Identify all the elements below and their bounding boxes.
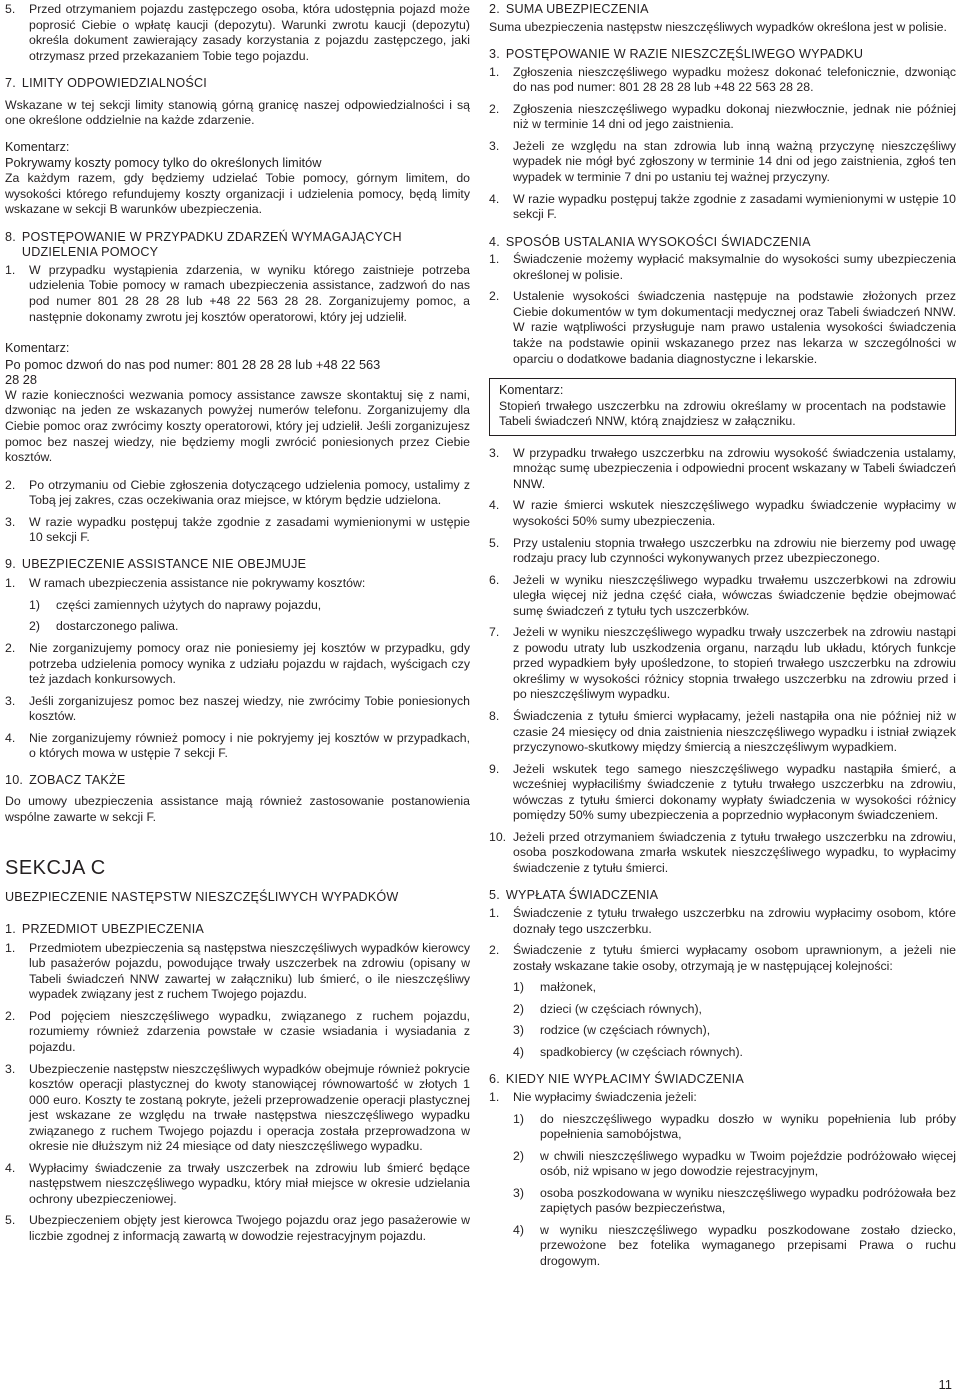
list-item	[5, 2, 470, 64]
sub-item	[513, 1223, 956, 1270]
sub-item	[513, 1149, 956, 1180]
item-number: 5.	[5, 1213, 16, 1228]
item-text: Jeżeli przed otrzymaniem świadczenia z tytułu trwałego uszczerbku na zdrowiu, osoba poszkodowana zmarła wskutek nieszczęśliwego wypadku, to wypłacimy świadczenie z tytułu śmierci.	[513, 829, 956, 875]
list-item	[489, 446, 956, 493]
item-number: 3.	[489, 138, 500, 153]
item-text: Przed otrzymaniem pojazdu zastępczego osoba, która udostępnia pojazd może poprosić Ciebie o wpłatę kaucji (depozytu). Warunki zwrotu kaucji (depozytu) określa dokument zawierający zasady korzystania z pojazdu zastępczego, jaki otrzymasz przed przekazaniem Tobie tego pojazdu.	[29, 2, 470, 63]
sub-item-number: 1)	[513, 1111, 524, 1126]
item-number: 8.	[489, 708, 500, 723]
item-number: 7.	[489, 625, 500, 640]
list-item	[489, 762, 956, 824]
sub-item	[29, 598, 470, 614]
sub-item-number: 4)	[513, 1044, 524, 1059]
item-number: 2.	[5, 641, 16, 656]
comment-label: Komentarz:	[499, 383, 564, 398]
item-number: 1.	[5, 576, 16, 591]
item-text: W przypadku trwałego uszczerbku na zdrowiu wysokość świadczenia ustalamy, mnożąc sumę ubezpieczenia i odpowiedni procent wskazany w Tabeli świadczeń NNW.	[513, 445, 956, 491]
item-number: 2.	[5, 477, 16, 492]
list-item	[5, 576, 470, 592]
section-number: 3.	[489, 47, 500, 62]
comment-label: Komentarz:	[5, 139, 70, 154]
list-item	[5, 694, 470, 725]
list-item	[489, 625, 956, 703]
right-column	[489, 0, 956, 1269]
section-heading	[489, 47, 956, 63]
paragraph: Suma ubezpieczenia następstw nieszczęśliwych wypadków określona jest w polisie.	[489, 19, 947, 34]
item-number: 5.	[5, 2, 16, 16]
sub-item-text: w wyniku nieszczęśliwego wypadku poszkodowane zostało dziecko, przewożone bez fotelika wymaganego przepisami Prawa o ruchu drogowym.	[540, 1222, 956, 1268]
item-number: 4.	[489, 498, 500, 513]
list-item	[489, 102, 956, 133]
comment-box	[5, 341, 470, 466]
sub-item-text: dzieci (w częściach równych),	[540, 1001, 702, 1016]
item-number: 4.	[5, 730, 16, 745]
section-title: LIMITY ODPOWIEDZIALNOŚCI	[21, 76, 208, 91]
sub-item-text: osoba poszkodowana w wyniku nieszczęśliwego wypadku podróżowała bez zapiętych pasów bezpieczeństwa,	[540, 1185, 956, 1216]
section-heading	[489, 888, 956, 904]
item-text: Jeżeli w wyniku nieszczęśliwego wypadku trwałemu uszczerbkowi na zdrowiu uległa więcej niż jedna część ciała, wówczas świadczenie będzie obejmować sumę świadczeń z tytułu tych uszczerbków.	[513, 572, 956, 618]
item-text: Ubezpieczenie następstw nieszczęśliwych wypadków obejmuje również pokrycie kosztów operacji plastycznej do kwoty stanowiącej równowartość w złotych 1 000 euro. Koszty te zostaną pokryte, jeżeli przeprowadzenie operacji plastycznej jest wskazane ze względu na trwałe następstwa nieszczęśliwego wypadku związanego z ruchem Twojego pojazdu i operacja została przeprowadzona w okresie nie dłuższym niż 24 miesiące od daty nieszczęśliwego wypadku.	[29, 1061, 470, 1154]
page-number: 11	[938, 1377, 952, 1392]
comment-heading: Po pomoc dzwoń do nas pod numer: 801 28 28 28 lub +48 22 563 28 28	[5, 356, 381, 388]
sub-item-number: 2)	[513, 1148, 524, 1163]
item-text: Jeżeli wskutek tego samego nieszczęśliwego wypadku nastąpiła śmierć, a wcześniej wypłaciliśmy świadczenie z tytułu trwałego uszczerbku na zdrowiu, wówczas z tytułu śmierci dokonamy wypłaty świadczenia w wysokości różnicy pomiędzy 50% sumy ubezpieczenia a poprzednio wypłaconym świadczeniem.	[513, 761, 956, 823]
item-number: 1.	[489, 252, 500, 267]
item-text: Świadczenie z tytułu trwałego uszczerbku na zdrowiu wypłacimy osobom, które doznały tego uszczerbku.	[513, 906, 956, 936]
section-number: 5.	[489, 888, 500, 903]
sub-item	[513, 980, 956, 996]
list-item	[489, 252, 956, 283]
sub-item-number: 4)	[513, 1222, 524, 1237]
list-item	[5, 515, 470, 546]
item-text: Ubezpieczeniem objęty jest kierowca Twojego pojazdu oraz jego pasażerowie w liczbie zgodnej z informacją zawartą w dowodzie rejestracyjnym pojazdu.	[29, 1213, 470, 1244]
list-item	[489, 498, 956, 529]
item-text: Nie wypłacimy świadczenia jeżeli:	[513, 1090, 697, 1104]
comment-box	[5, 140, 470, 218]
item-number: 3.	[5, 1061, 16, 1076]
list-item	[5, 1062, 470, 1155]
item-text: Zgłoszenia nieszczęśliwego wypadku dokonaj niezwłocznie, jednak nie później niż w terminie 14 dni od jego zaistnienia.	[513, 101, 956, 132]
comment-text: Stopień trwałego uszczerbku na zdrowiu określamy w procentach na podstawie Tabeli świadczeń NNW, którą znajdziesz w załączniku.	[499, 398, 946, 429]
sub-item-text: małżonek,	[540, 980, 597, 995]
section-c-title: SEKCJA C	[5, 856, 106, 879]
item-number: 4.	[5, 1160, 16, 1175]
section-number: 1.	[5, 922, 16, 937]
list-item	[5, 478, 470, 509]
section-title: PRZEDMIOT UBEZPIECZENIA	[21, 922, 205, 937]
section-title: WYPŁATA ŚWIADCZENIA	[505, 888, 659, 903]
item-text: W razie wypadku postępuj także zgodnie z zasadami wymienionymi w ustępie 10 sekcji F.	[513, 191, 956, 222]
section-heading	[489, 235, 956, 251]
sub-item	[513, 1045, 956, 1061]
item-text: Przy ustaleniu stopnia trwałego uszczerbku na zdrowiu nie bierzemy pod uwagę rodzaju pracy lub czynności wykonywanych przez ubezpieczonego.	[513, 535, 956, 566]
item-number: 2.	[489, 289, 500, 304]
item-text: Świadczenie z tytułu śmierci wypłacamy osobom uprawnionym, a jeżeli nie zostały wskazane takie osoby, otrzymają je w następującej kolejności:	[513, 943, 956, 973]
item-number: 2.	[5, 1008, 16, 1023]
section-heading	[489, 1072, 956, 1088]
sub-item-text: spadkobiercy (w częściach równych).	[540, 1044, 743, 1059]
section-number: 9.	[5, 556, 16, 571]
item-text: W razie śmierci wskutek nieszczęśliwego wypadku świadczenie wypłacimy w wysokości 50% sumy ubezpieczenia.	[513, 498, 956, 528]
list-item	[489, 830, 956, 877]
section-number: 7.	[5, 76, 16, 91]
item-text: Przedmiotem ubezpieczenia są następstwa nieszczęśliwych wypadków kierowcy lub pasażerów pojazdu, powodujące trwały uszczerbek na zdrowiu (opisany w Tabeli świadczeń NNW zawartej w załączniku) lub śmierć, o ile nieszczęśliwy wypadek związany jest z ruchem Twojego pojazdu.	[29, 940, 470, 1002]
item-text: W razie wypadku postępuj także zgodnie z zasadami wymienionymi w ustępie 10 sekcji F.	[29, 514, 470, 545]
sub-item-number: 1)	[513, 980, 524, 995]
sub-item-number: 2)	[513, 1001, 524, 1016]
item-text: Jeżeli w wyniku nieszczęśliwego wypadku trwały uszczerbek na zdrowiu nastąpi z powodu utraty lub uszkodzenia organu, narządu lub układu, których funkcje przed wypadkiem były upośledzone, to stopień trwałego uszczerbku na zdrowiu określimy w wysokości różnicy stopnia trwałego uszczerbku na zdrowiu przed i po nieszczęśliwym wypadku.	[513, 625, 956, 702]
section-number: 8.	[5, 229, 16, 244]
list-item	[5, 1009, 470, 1056]
list-item	[489, 192, 956, 223]
item-number: 1.	[489, 64, 500, 79]
comment-text: W razie konieczności wezwania pomocy assistance zawsze skontaktuj się z nami, dzwoniąc na jeden ze wskazanych powyżej numerów telefonu. Zorganizujemy dla Ciebie pomoc oraz zwrócimy koszty operatorowi, który jej udzielił. Jeśli zorganizujesz pomoc bez naszej wiedzy, nie będziemy mogli zwrócić poniesionych przez Ciebie kosztów.	[5, 387, 470, 465]
paragraph: Do umowy ubezpieczenia assistance mają również zastosowanie postanowienia wspólne zawarte w sekcji F.	[5, 794, 470, 824]
list-item	[5, 1213, 470, 1244]
sub-item	[513, 1002, 956, 1018]
item-text: W ramach ubezpieczenia assistance nie pokrywamy kosztów:	[29, 576, 366, 591]
sub-item-text: dostarczonego paliwa.	[56, 619, 179, 634]
list-item	[489, 709, 956, 756]
item-text: Pod pojęciem nieszczęśliwego wypadku, związanego z ruchem pojazdu, rozumiemy również zdarzenia powstałe w czasie wsiadania i wysiadania z pojazdu.	[29, 1008, 470, 1054]
sub-item-text: części zamiennych użytych do naprawy pojazdu,	[56, 597, 322, 612]
item-number: 10.	[489, 829, 507, 844]
list-item	[489, 573, 956, 620]
list-item	[489, 1090, 956, 1106]
section-number: 10.	[5, 772, 24, 787]
left-column	[5, 0, 470, 1245]
section-heading	[5, 922, 470, 938]
comment-text: Za każdym razem, gdy będziemy udzielać Tobie pomocy, górnym limitem, do wysokości którego refundujemy koszty organizacji i udzielenia pomocy, będą limity wskazane w sekcji B warunków ubezpieczenia.	[5, 171, 470, 217]
comment-box	[489, 378, 956, 436]
comment-label: Komentarz:	[5, 341, 70, 356]
list-item	[5, 731, 470, 762]
item-number: 1.	[5, 940, 16, 955]
sub-item	[513, 1112, 956, 1143]
section-title: UBEZPIECZENIE ASSISTANCE NIE OBEJMUJE	[21, 556, 307, 571]
item-number: 4.	[489, 191, 500, 206]
item-number: 1.	[5, 262, 16, 277]
item-number: 3.	[5, 693, 16, 708]
item-number: 2.	[489, 101, 500, 116]
section-heading	[5, 230, 470, 261]
section-heading	[489, 2, 956, 18]
section-title: KIEDY NIE WYPŁACIMY ŚWIADCZENIA	[505, 1072, 744, 1087]
item-text: Po otrzymaniu od Ciebie zgłoszenia dotyczącego udzielenia pomocy, ustalimy z Tobą jej zakres, czas oczekiwania oraz miejsce, w którym będzie udzielona.	[29, 477, 470, 508]
sub-item-number: 1)	[29, 597, 40, 612]
section-title: POSTĘPOWANIE W PRZYPADKU ZDARZEŃ WYMAGAJĄCYCH UDZIELENIA POMOCY	[21, 229, 402, 260]
list-item	[489, 65, 956, 96]
section-heading	[5, 773, 470, 789]
item-text: Nie zorganizujemy pomocy oraz nie poniesiemy jej kosztów w przypadku, gdy potrzeba udzielenia pomocy wynika z udziału pojazdu w rajdach, wyścigach czy też jazdach konkursowych.	[29, 641, 470, 687]
list-item	[5, 263, 470, 325]
section-c-subtitle: UBEZPIECZENIE NASTĘPSTW NIESZCZĘŚLIWYCH WYPADKÓW	[5, 889, 399, 904]
sub-item-text: w chwili nieszczęśliwego wypadku w Twoim pojeździe podróżowało więcej osób, niż wpisano w jego dowodzie rejestracyjnym,	[540, 1148, 956, 1179]
item-number: 3.	[5, 514, 16, 529]
item-text: Wypłacimy świadczenie za trwały uszczerbek na zdrowiu lub śmierć będące następstwem nieszczęśliwego wypadku, który miał miejsce w okresie udzielania ochrony ubezpieczeniowej.	[29, 1160, 470, 1206]
item-number: 1.	[489, 1090, 500, 1104]
section-number: 2.	[489, 2, 500, 16]
list-item	[489, 536, 956, 567]
item-text: Zgłoszenia nieszczęśliwego wypadku możesz dokonać telefonicznie, dzwoniąc do nas pod numer: 801 28 28 28 lub +48 22 563 28 28.	[513, 64, 956, 95]
section-title: POSTĘPOWANIE W RAZIE NIESZCZĘŚLIWEGO WYPADKU	[505, 47, 864, 62]
item-number: 9.	[489, 761, 500, 776]
item-text: Świadczenie możemy wypłacić maksymalnie do wysokości sumy ubezpieczenia określonej w polisie.	[513, 252, 956, 282]
item-text: Jeżeli ze względu na stan zdrowia lub inną ważną przyczynę nieszczęśliwy wypadek nie mógł być zgłoszony w terminie 14 dni od jego zaistnienia, zgłoś ten wypadek w terminie 7 dni po ustaniu tej ważnej przyczyny.	[513, 138, 956, 185]
item-number: 5.	[489, 535, 500, 550]
sub-item-text: do nieszczęśliwego wypadku doszło w wyniku popełnienia lub próby popełnienia samobójstwa,	[540, 1111, 956, 1142]
item-text: Nie zorganizujemy również pomocy i nie pokryjemy jej kosztów w przypadkach, o których mowa w ustępie 7 sekcji F.	[29, 730, 470, 761]
item-text: Świadczenia z tytułu śmierci wypłacamy, jeżeli nastąpiła ona nie później niż w czasie 24 miesięcy od dnia zaistnienia nieszczęśliwego wypadku i istniał związek przyczynowo-skutkowy między śmiercią a nieszczęśliwym wypadkiem.	[513, 708, 956, 755]
item-number: 1.	[489, 906, 500, 921]
paragraph: Wskazane w tej sekcji limity stanowią górną granicę naszej odpowiedzialności i są one określone oddzielnie na każde zdarzenie.	[5, 97, 470, 128]
sub-item-text: rodzice (w częściach równych),	[540, 1023, 711, 1038]
section-title: SPOSÓB USTALANIA WYSOKOŚCI ŚWIADCZENIA	[505, 234, 811, 249]
comment-heading: Pokrywamy koszty pomocy tylko do określonych limitów	[5, 155, 322, 171]
list-item	[489, 289, 956, 367]
section-heading	[5, 557, 470, 573]
sub-item	[513, 1023, 956, 1039]
list-item	[489, 906, 956, 937]
section-heading	[5, 76, 470, 92]
list-item	[5, 941, 470, 1003]
sub-item	[29, 619, 470, 635]
item-number: 6.	[489, 572, 500, 587]
section-title: SUMA UBEZPIECZENIA	[505, 2, 649, 16]
section-title: ZOBACZ TAKŻE	[29, 772, 126, 787]
section-number: 4.	[489, 234, 500, 249]
sub-item-number: 2)	[29, 619, 40, 634]
item-text: Ustalenie wysokości świadczenia następuje na podstawie złożonych przez Ciebie dokumentów w tym dokumentacji medycznej oraz Tabeli świadczeń NNW. W razie wątpliwości przysługuje nam prawo ustalenia wysokości świadczenia także na podstawie opinii wskazanego przez nas lekarza w szczególności w oparciu o dodatkowe badania diagnostyczne i lekarskie.	[513, 289, 956, 366]
section-number: 6.	[489, 1072, 500, 1087]
list-item	[5, 641, 470, 688]
sub-item-number: 3)	[513, 1185, 524, 1200]
list-item	[489, 139, 956, 186]
sub-item	[513, 1186, 956, 1217]
item-text: W przypadku wystąpienia zdarzenia, w wyniku którego zaistnieje potrzeba udzielenia Tobie pomocy w ramach ubezpieczenia assistance, zadzwoń do nas pod numer 801 28 28 28 lub +48 22 563 28 28. Zorganizujemy pomoc, a następnie dokonamy zwrotu jej kosztów operatorowi, który jej udzielił.	[29, 262, 470, 324]
item-text: Jeśli zorganizujesz pomoc bez naszej wiedzy, nie zwrócimy Tobie poniesionych kosztów.	[29, 693, 470, 724]
sub-item-number: 3)	[513, 1023, 524, 1038]
list-item	[5, 1161, 470, 1208]
item-number: 2.	[489, 943, 500, 958]
item-number: 3.	[489, 445, 500, 460]
list-item	[489, 943, 956, 974]
